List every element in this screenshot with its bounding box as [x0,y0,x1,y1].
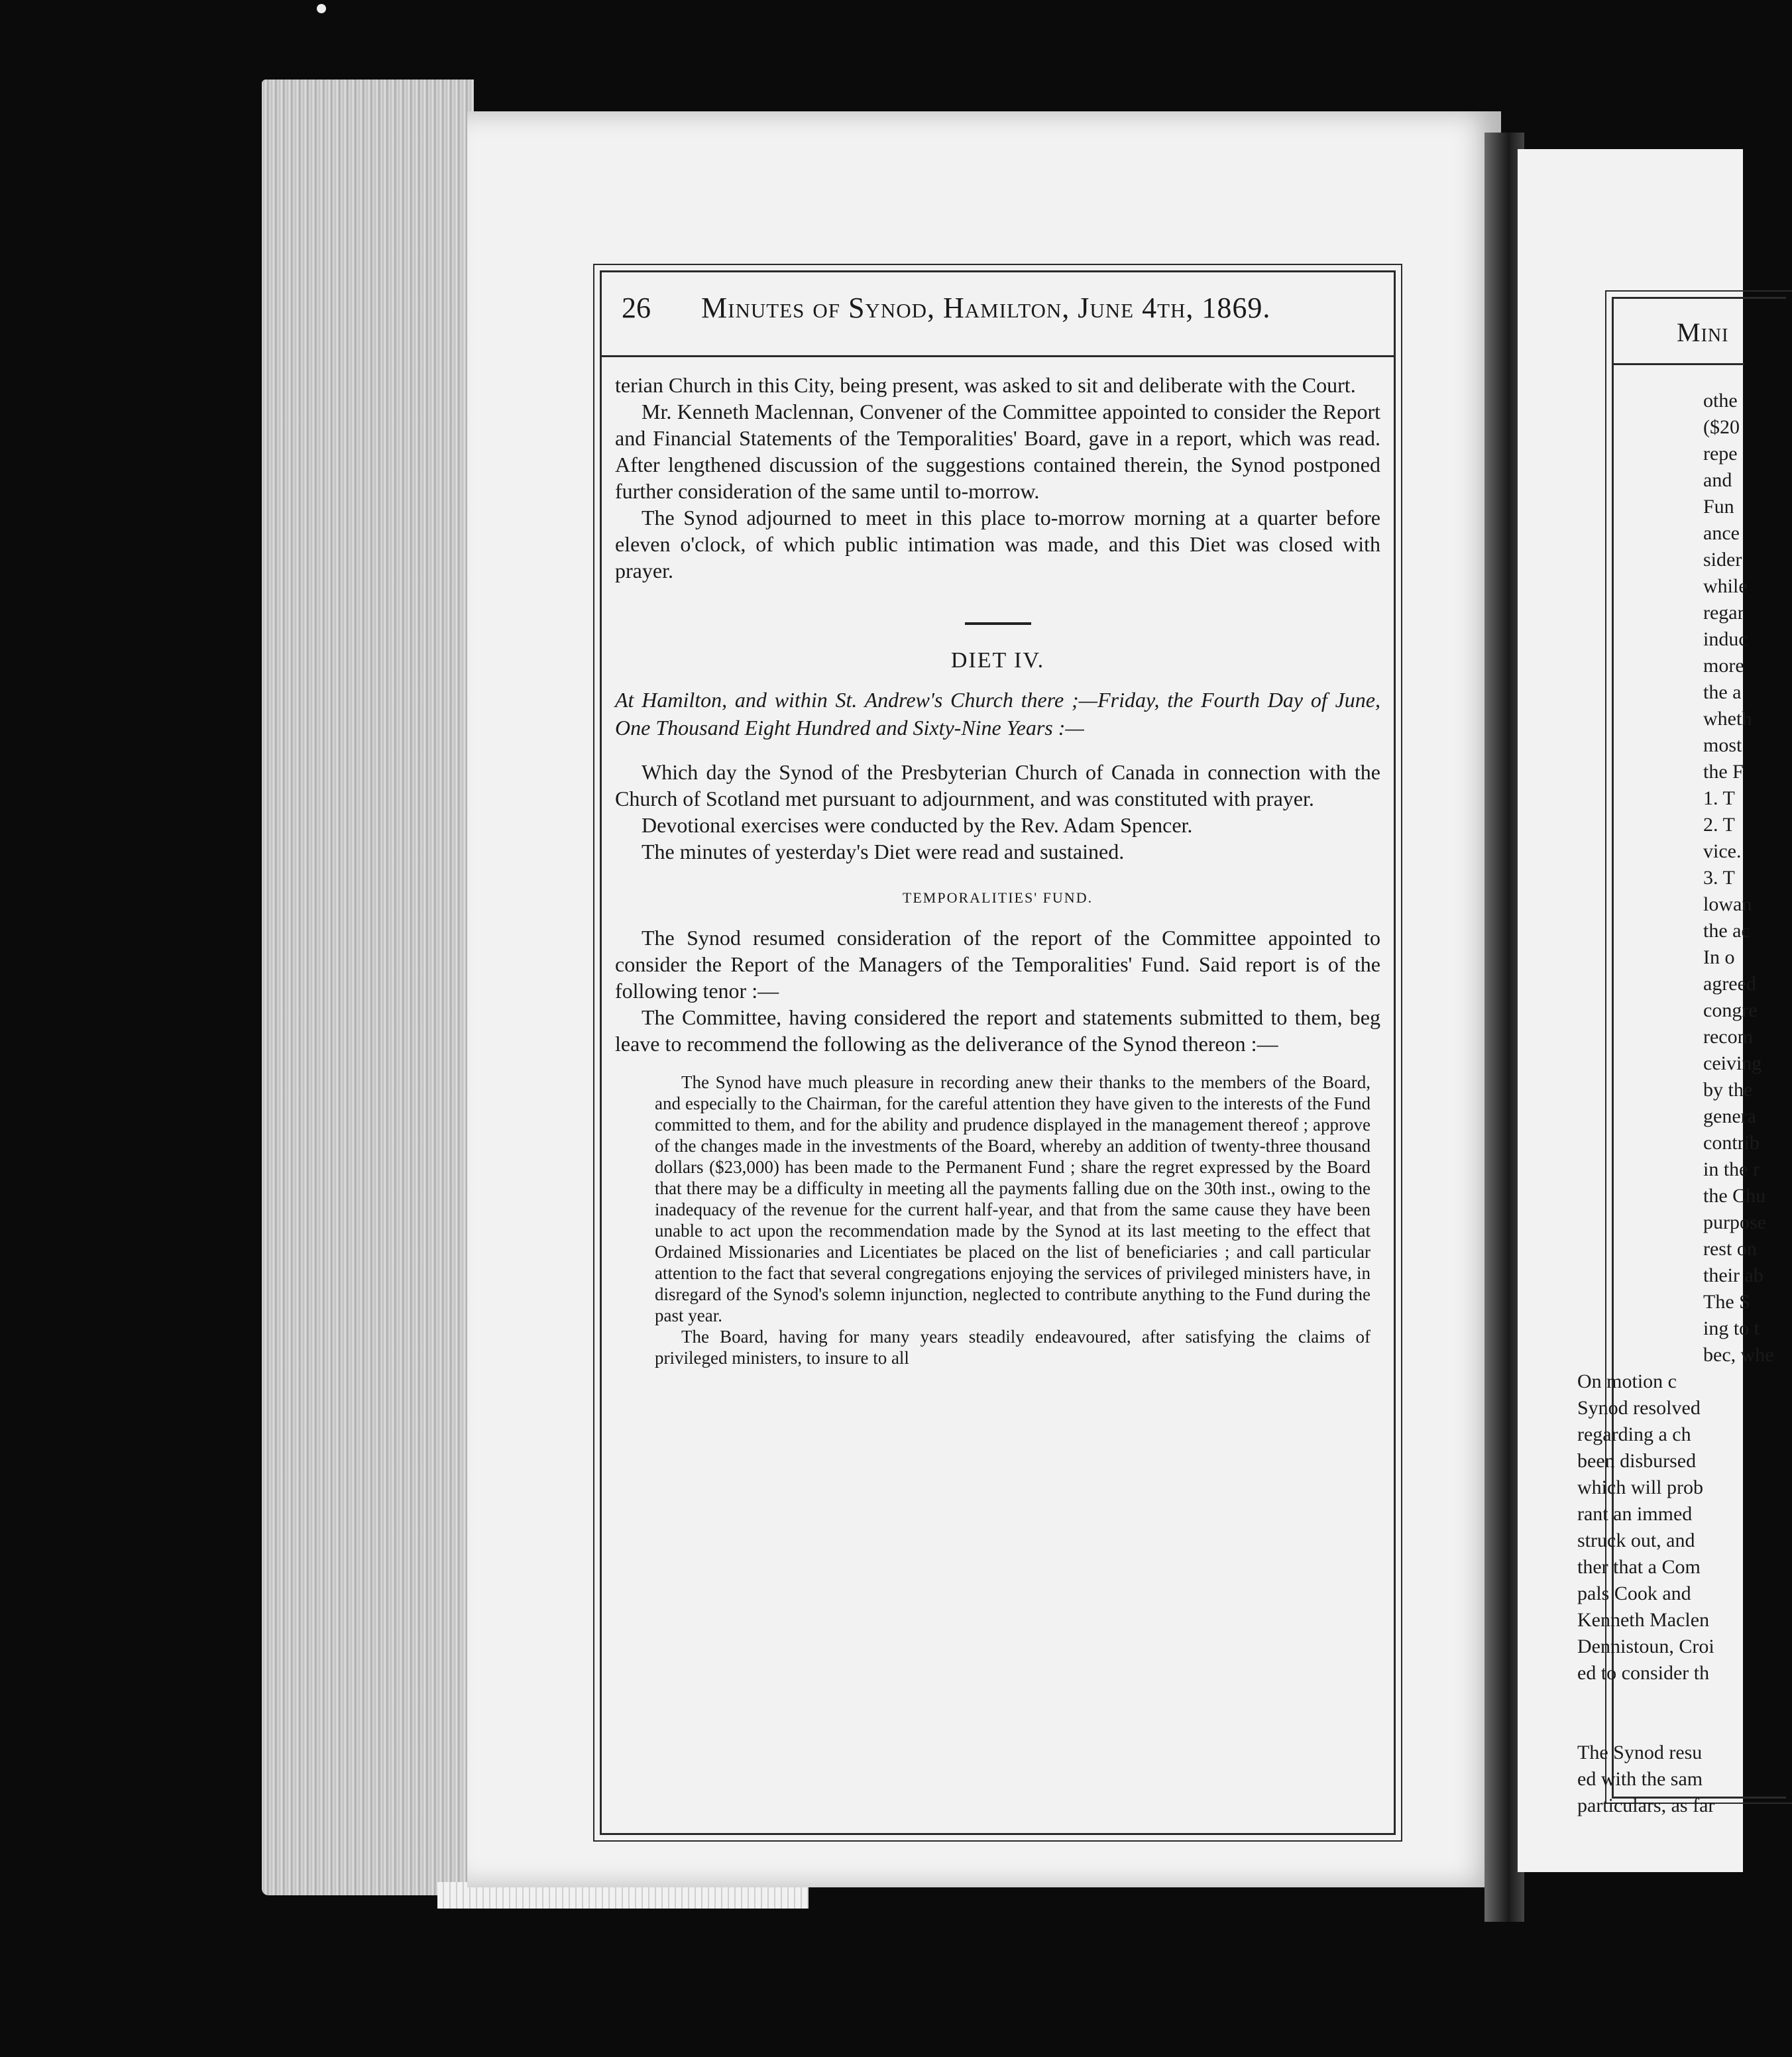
paragraph: Which day the Synod of the Presbyterian Church of Canada in connection with the Church of Scotland met pursuant to adjournment, and was constituted with prayer. [615,760,1380,810]
right-page-line: purpose [1703,1211,1766,1233]
right-page-line: rant an immed [1577,1503,1693,1525]
right-page-line: particulars, as far [1577,1795,1715,1816]
right-page-line: most [1703,734,1742,756]
section-divider [965,622,1031,625]
right-page-line: 2. T [1703,814,1735,836]
diet-place: At Hamilton, and within St. Andrew's Church there ;—Friday, the Fourth Day of June, One Thousand Eight Hundred and Sixty-Nine Years :— [615,688,1380,740]
right-page-line: Fun [1703,496,1734,518]
right-page-line: ing to t [1703,1317,1760,1339]
right-page-line: ceiving [1703,1052,1762,1074]
right-page-line [1577,1713,1750,1740]
right-page-line: repe [1703,443,1738,465]
right-page-line: wheth [1703,708,1752,730]
right-page-line: more [1703,655,1744,677]
paragraph: Mr. Kenneth Maclennan, Convener of the Committee appointed to consider the Report and Financial Statements of the Temporalities' Board, gave in a report, which was read. After lengthened discussion of the suggestions contained therein, the Synod postponed further consideration of the same until to-morrow. [615,400,1380,503]
right-page-line: regar [1703,602,1744,624]
paragraph: terian Church in this City, being present, was asked to sit and deliberate with the Court. [615,373,1356,397]
right-page-line: by the [1703,1079,1753,1101]
right-page-line: 1. T [1703,787,1735,809]
right-page-line: In o [1703,946,1735,968]
right-page-line: vice. [1703,840,1742,862]
page-body [615,372,1380,1368]
right-page-line: ed to consider th [1577,1662,1710,1684]
right-page-line: pals Cook and [1577,1583,1691,1604]
right-page-line: ance [1703,522,1740,544]
deliverance-quote [655,1072,1371,1368]
film-speck [317,4,326,13]
paragraph: The Committee, having considered the report and statements submitted to them, beg leave to recommend the following as the deliverance of the Synod thereon :— [615,1005,1380,1056]
right-page-line: The S [1703,1291,1750,1313]
right-page-line: ed with the sam [1577,1768,1703,1790]
right-page-line: recom [1703,1026,1753,1048]
right-page-line: lowan [1703,893,1752,915]
right-page-header-rule [1612,363,1744,365]
right-page-line: Synod resolved [1577,1397,1701,1419]
right-page-line: regarding a ch [1577,1423,1691,1445]
page-number: 26 [622,292,651,324]
right-page-line: while [1703,575,1748,597]
paragraph: The Synod adjourned to meet in this place to-morrow morning at a quarter before eleven o'clock, of which public intimation was made, and this Diet was closed with prayer. [615,506,1380,583]
right-page-line: sider [1703,549,1742,571]
diet-title: DIET IV. [950,648,1045,673]
right-page-line: contrib [1703,1132,1760,1154]
paragraph: The minutes of yesterday's Diet were read and sustained. [642,840,1125,863]
paragraph: The Synod resumed consideration of the report of the Committee appointed to consider the Report of the Managers of the Temporalities' Fund. Said report is of the following tenor :— [615,926,1380,1003]
running-head: Minutes of Synod, Hamilton, June 4th, 1869. [701,292,1271,324]
text-frame [600,270,1396,1835]
right-page-line: the Chu [1703,1185,1766,1207]
right-page-line: bec, whe [1703,1344,1774,1366]
right-page-line: genera [1703,1105,1756,1127]
right-page-line: and [1703,469,1732,491]
right-page-line: ($20 [1703,416,1740,438]
right-page-line: Kenneth Maclen [1577,1609,1710,1631]
right-page-line: the F [1703,761,1744,783]
right-page-line: On motion c [1577,1370,1677,1392]
right-page-line: 3. T [1703,867,1735,889]
right-page-running-head: Mini [1677,317,1729,347]
right-page-line [1577,1687,1750,1713]
right-page-line: ther that a Com [1577,1556,1701,1578]
right-page-line: in the r [1703,1158,1760,1180]
quote-paragraph: The Synod have much pleasure in recording anew their thanks to the members of the Board, and especially to the Chairman, for the careful attention they have given to the interests of the Fund committed to them, and for the ability and prudence displayed in the management thereof ; approve of the changes made in the investments of the Board, whereby an addition of twenty-three thousand dollars ($23,000) has been made to the Permanent Fund ; share the regret expressed by the Board that there may be a difficulty in meeting all the payments falling due on the 30th inst., owing to the inadequacy of the revenue for the current half-year, and that from the same cause they have been unable to act upon the recommendation made by the Synod at its last meeting to the effect that Ordained Missionaries and Licentiates be placed on the list of beneficiaries ; and call particular attention to the fact that several congregations enjoying the services of privileged ministers have, in disregard of the Synod's solemn injunction, neglected to contribute anything to the Fund during the past year. [655,1072,1371,1325]
right-page-line: their ab [1703,1264,1764,1286]
right-page-line: congre [1703,999,1758,1021]
right-page-line: induc [1703,628,1748,650]
book-page-edges [262,80,474,1895]
right-page-line: The Synod resu [1577,1742,1703,1763]
right-page-line: Dennistoun, Croi [1577,1636,1714,1657]
right-page-line: agreed [1703,973,1756,995]
right-page-line: rest on [1703,1238,1757,1260]
paragraph: Devotional exercises were conducted by the Rev. Adam Spencer. [642,813,1193,837]
right-page-line: which will prob [1577,1476,1703,1498]
right-page-text [1577,388,1774,1819]
right-page-line: the a [1703,681,1742,703]
section-heading: TEMPORALITIES' FUND. [902,889,1093,906]
page-header [602,272,1394,357]
right-page-line: the ac [1703,920,1750,942]
right-page-line: struck out, and [1577,1529,1695,1551]
right-page-line: been disbursed [1577,1450,1697,1472]
quote-paragraph: The Board, having for many years steadily endeavoured, after satisfying the claims of privileged ministers, to insure to all [655,1327,1371,1368]
right-page-line: othe [1703,390,1738,412]
